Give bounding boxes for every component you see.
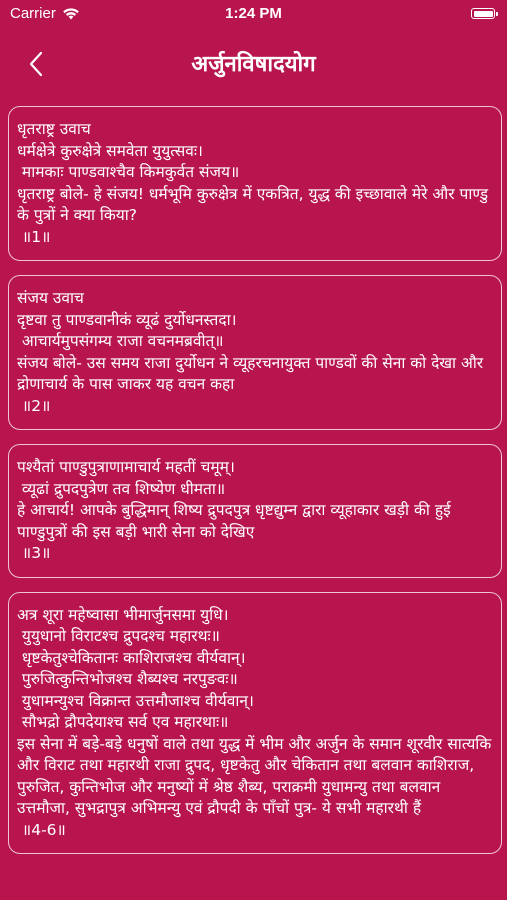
sanskrit-line: दृष्टवा तु पाण्डवानीकं व्यूढं दुर्योधनस्तदा। — [17, 310, 237, 329]
sanskrit-line: मामकाः पाण्डवाश्चैव किमकुर्वत संजय॥ — [17, 163, 240, 181]
verse-card[interactable] — [8, 592, 502, 855]
hindi-meaning: हे आचार्य! आपके बुद्धिमान्‌ शिष्य द्रुपदपुत्र धृष्टद्युम्न द्वारा व्यूहाकार खड़ी की हुई पाण्डुपुत्रों की इस बड़ी भारी सेना को देखिए — [17, 501, 451, 541]
status-time: 1:24 PM — [225, 5, 282, 22]
carrier-label: Carrier — [10, 5, 56, 22]
hindi-meaning: संजय बोले- उस समय राजा दुर्योधन ने व्यूहरचनायुक्त पाण्डवों की सेना को देखा और द्रोणाचार्य के पास जाकर यह वचन कहा — [17, 353, 484, 393]
verse-number: ॥3॥ — [17, 544, 51, 562]
verse-number: ॥1॥ — [17, 227, 51, 246]
sanskrit-line: युधामन्युश्च विक्रान्त उत्तमौजाश्च वीर्यवान्‌। — [17, 691, 254, 710]
page-title: अर्जुनविषादयोग — [191, 52, 316, 77]
hindi-meaning: धृतराष्ट्र बोले- हे संजय! धर्मभूमि कुरुक्षेत्र में एकत्रित, युद्ध की इच्छावाले मेरे और पाण्डु के पुत्रों ने क्या किया? — [17, 184, 489, 224]
sanskrit-line: पुरुजित्कुन्तिभोजश्च शैब्यश्च नरपुङवः॥ — [17, 670, 238, 688]
sanskrit-line: सौभद्रो द्रौपदेयाश्च सर्व एव महारथाः॥ — [17, 713, 229, 731]
verse-card[interactable] — [8, 106, 502, 261]
sanskrit-line: पश्यैतां पाण्डुपुत्राणामाचार्य महतीं चमूम्‌। — [17, 458, 235, 476]
verse-card[interactable] — [8, 444, 502, 578]
verse-number: ॥2॥ — [17, 396, 51, 415]
hindi-meaning: इस सेना में बड़े-बड़े धनुषों वाले तथा युद्ध में भीम और अर्जुन के समान शूरवीर सात्यकि और विराट तथा महारथी राजा द्रुपद, धृष्टकेतु और चेकितान तथा बलवान काशिराज, पुरुजित, कुन्तिभोज और मनुष्यों में श्रेष्ठ शैब्य, पराक्रमी युधामन्यु तथा बलवान उत्तमौजा, सुभद्रापुत्र अभिमन्यु एवं द्रौपदी के पाँचों पुत्र- ये सभी महारथी हैं — [17, 734, 492, 817]
verse-list[interactable] — [8, 106, 502, 839]
sanskrit-line: अत्र शूरा महेष्वासा भीमार्जुनसमा युधि। — [17, 605, 229, 624]
status-bar — [0, 0, 507, 30]
sanskrit-line: धृष्टकेतुश्चेकितानः काशिराजश्च वीर्यवान्‌। — [17, 648, 246, 667]
sanskrit-line: आचार्यमुपसंगम्य राजा वचनमब्रवीत्‌॥ — [17, 332, 224, 350]
sanskrit-line: धर्मक्षेत्रे कुरुक्षेत्रे समवेता युयुत्सवः। — [17, 141, 203, 160]
verse-number: ॥4-6॥ — [17, 820, 66, 839]
sanskrit-line: संजय उवाच — [17, 289, 84, 307]
sanskrit-line: धृतराष्ट्र उवाच — [17, 120, 91, 138]
sanskrit-line: युयुधानो विराटश्च द्रुपदश्च महारथः॥ — [17, 627, 220, 645]
sanskrit-line: व्यूढां द्रुपदपुत्रेण तव शिष्येण धीमता॥ — [17, 479, 226, 498]
battery-icon — [471, 8, 495, 19]
navigation-bar — [0, 36, 507, 92]
verse-card[interactable] — [8, 275, 502, 430]
